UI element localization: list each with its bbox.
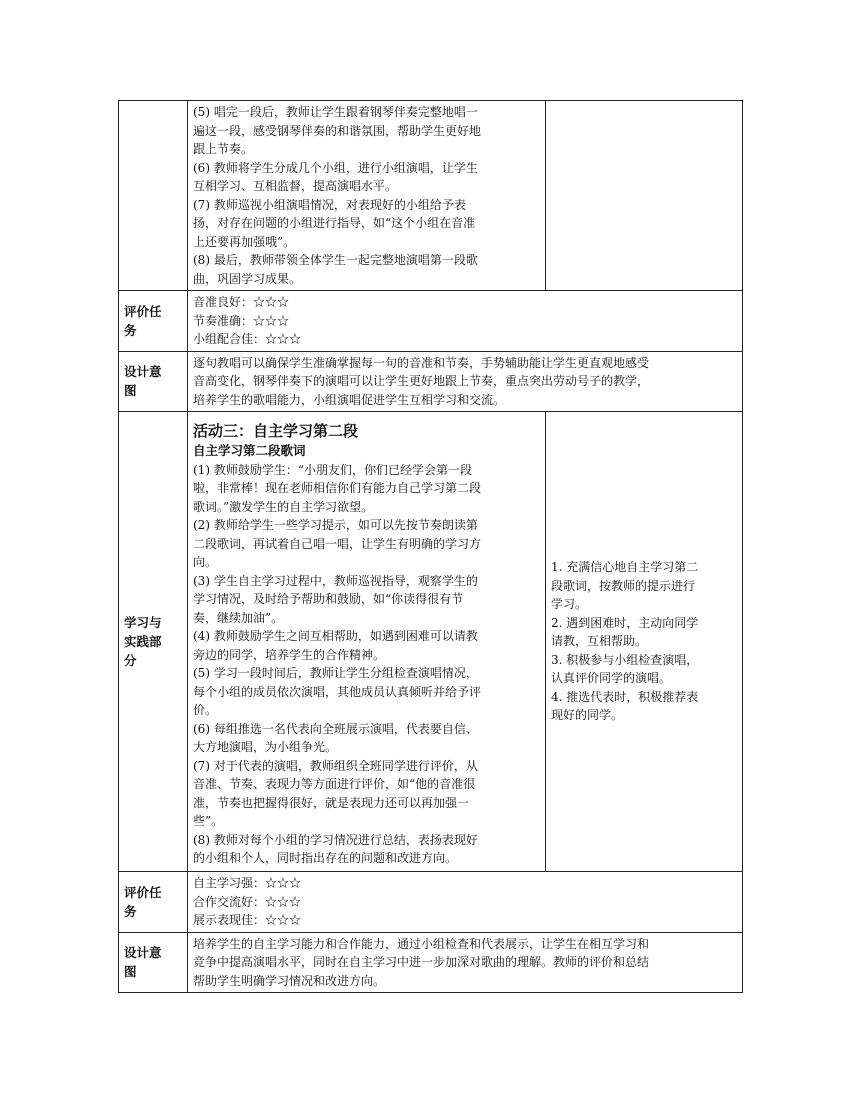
design-intent-label: 设计意 图 xyxy=(119,932,188,993)
evaluation-item: 音准良好：☆☆☆ xyxy=(193,295,290,309)
text-line: (4) 教师鼓励学生之间互相帮助，如遇到困难可以请教 xyxy=(193,629,478,643)
text-line: (1) 教师鼓励学生：“小朋友们，你们已经学会第一段 xyxy=(193,462,472,477)
text-line: 培养学生的自主学习能力和合作能力，通过小组检查和代表展示，让学生在相互学习和 xyxy=(193,936,650,951)
activity-subheading: 自主学习第二段歌词 xyxy=(193,443,306,458)
text-line: (8) 最后，教师带领全体学生一起完整地演唱第一段歌 xyxy=(193,253,478,267)
text-line: 些”。 xyxy=(193,814,224,828)
text-line: 每个小组的成员依次演唱，其他成员认真倾听并给予评 xyxy=(193,684,482,699)
design-intent-row xyxy=(119,351,743,412)
text-line: (3) 学生自主学习过程中，教师巡视指导，观察学生的 xyxy=(193,573,478,588)
lesson-plan-table xyxy=(118,100,743,993)
text-line: 音准、节奏、表现力等方面进行评价，如“他的音准很 xyxy=(193,777,476,791)
text-line: 大方地演唱，为小组争光。 xyxy=(193,740,338,754)
text-line: (6) 教师将学生分成几个小组，进行小组演唱，让学生 xyxy=(193,160,478,175)
text-line: 认真评价同学的演唱。 xyxy=(551,671,672,686)
evaluation-row xyxy=(119,872,743,933)
text-line: 曲，巩固学习成果。 xyxy=(193,271,302,286)
text-line: 段歌词，按教师的提示进行 xyxy=(551,578,696,593)
text-line: 1. 充满信心地自主学习第二 xyxy=(551,560,699,575)
text-line: 奏，继续加油”。 xyxy=(193,610,284,625)
text-line: 向。 xyxy=(193,555,218,569)
evaluation-content xyxy=(188,872,743,933)
text-line: 价。 xyxy=(193,703,218,717)
activity-title: 活动三：自主学习第二段 xyxy=(193,422,359,440)
text-line: 现好的同学。 xyxy=(551,708,624,723)
text-line: 的小组和个人，同时指出存在的问题和改进方向。 xyxy=(193,851,458,865)
text-line: (7) 对于代表的演唱，教师组织全班同学进行评价，从 xyxy=(193,758,478,773)
text-line: 准，节奏也把握得很好，就是表现力还可以再加强一 xyxy=(193,795,470,810)
evaluation-item: 展示表现佳：☆☆☆ xyxy=(193,913,302,927)
evaluation-item: 自主学习强：☆☆☆ xyxy=(193,876,302,890)
design-intent-content xyxy=(188,932,743,993)
text-line: 上还要再加强哦”。 xyxy=(193,234,296,249)
activity-continuation-row xyxy=(119,101,743,291)
text-line: (6) 每组推选一名代表向全班展示演唱，代表要自信、 xyxy=(193,721,478,736)
row1-teacher-cell xyxy=(188,101,546,291)
text-line: 扬，对存在问题的小组进行指导，如“这个小组在音准 xyxy=(193,216,476,230)
text-line: 培养学生的歌唱能力，小组演唱促进学生互相学习和交流。 xyxy=(193,392,506,407)
evaluation-item: 小组配合佳：☆☆☆ xyxy=(193,332,302,346)
text-line: 3. 积极参与小组检查演唱， xyxy=(551,652,699,667)
text-line: 2. 遇到困难时，主动向同学 xyxy=(551,615,699,630)
learning-practice-label: 学习与 实践部 分 xyxy=(119,412,188,872)
text-line: 二段歌词，再试着自己唱一唱，让学生有明确的学习方 xyxy=(193,536,482,551)
text-line: 旁边的同学，培养学生的合作精神。 xyxy=(193,647,386,662)
evaluation-content xyxy=(188,291,743,352)
evaluation-label: 评价任 务 xyxy=(119,291,188,352)
text-line: 跟上节奏。 xyxy=(193,142,254,156)
text-line: 啦，非常棒！现在老师相信你们有能力自己学习第二段 xyxy=(193,481,482,495)
text-line: 学习情况，及时给予帮助和鼓励，如“你读得很有节 xyxy=(193,592,464,606)
design-intent-row xyxy=(119,932,743,993)
text-line: (7) 教师巡视小组演唱情况，对表现好的小组给予表 xyxy=(193,197,466,212)
text-line: (5) 唱完一段后，教师让学生跟着钢琴伴奏完整地唱一 xyxy=(193,105,478,119)
text-line: 4. 推选代表时，积极推荐表 xyxy=(551,689,699,704)
evaluation-row xyxy=(119,291,743,352)
design-intent-content xyxy=(188,351,743,412)
text-line: 竞争中提高演唱水平，同时在自主学习中进一步加深对歌曲的理解。教师的评价和总结 xyxy=(193,955,650,969)
text-line: 逐句教唱可以确保学生准确掌握每一句的音准和节奏，手势辅助能让学生更直观地感受 xyxy=(193,355,650,370)
text-line: 请教，互相帮助。 xyxy=(551,634,648,649)
evaluation-label: 评价任 务 xyxy=(119,872,188,933)
row1-label-cell xyxy=(119,101,188,291)
text-line: (5) 学习一段时间后，教师让学生分组检查演唱情况， xyxy=(193,666,478,680)
text-line: (2) 教师给学生一些学习提示，如可以先按节奏朗读第 xyxy=(193,518,478,532)
text-line: 遍这一段，感受钢琴伴奏的和谐氛围，帮助学生更好地 xyxy=(193,123,482,138)
teacher-activity-cell xyxy=(188,412,546,872)
row1-student-cell xyxy=(546,101,743,291)
text-line: 互相学习、互相监督，提高演唱水平。 xyxy=(193,179,398,193)
text-line: 歌词。”激发学生的自主学习欲望。 xyxy=(193,499,374,514)
design-intent-label: 设计意 图 xyxy=(119,351,188,412)
evaluation-item: 节奏准确：☆☆☆ xyxy=(193,313,290,328)
student-activity-cell xyxy=(546,412,743,872)
evaluation-item: 合作交流好：☆☆☆ xyxy=(193,894,302,909)
text-line: (8) 教师对每个小组的学习情况进行总结，表扬表现好 xyxy=(193,832,478,847)
text-line: 学习。 xyxy=(551,597,588,612)
text-line: 音高变化，钢琴伴奏下的演唱可以让学生更好地跟上节奏，重点突出劳动号子的教学， xyxy=(193,374,650,388)
document-page xyxy=(118,100,742,993)
learning-practice-row xyxy=(119,412,743,872)
text-line: 帮助学生明确学习情况和改进方向。 xyxy=(193,973,386,988)
